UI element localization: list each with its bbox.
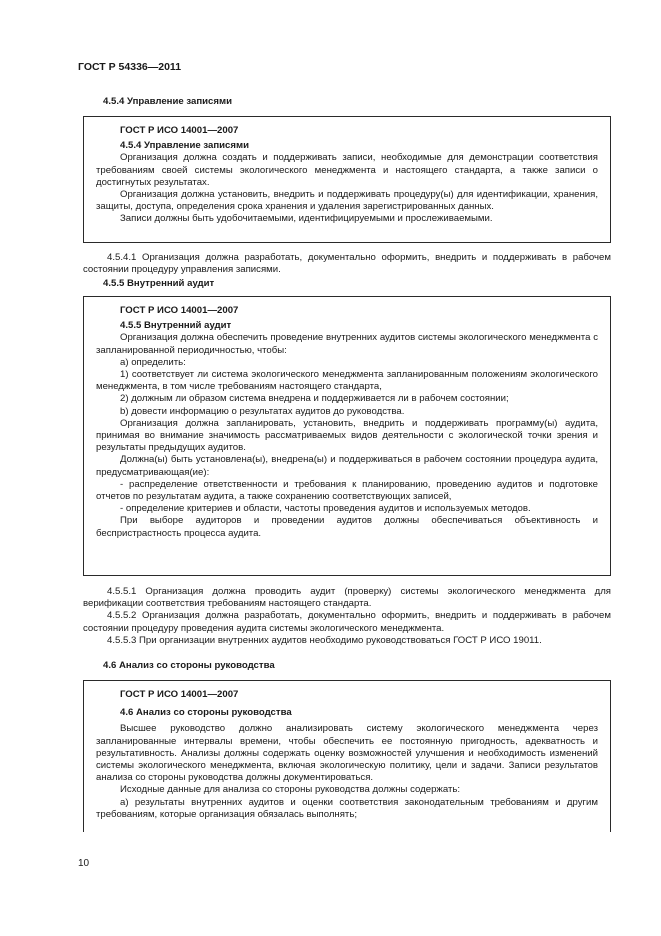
box-title: 4.6 Анализ со стороны руководства xyxy=(120,707,292,719)
box-paragraph: Организация должна установить, внедрить и поддерживать процедуру(ы) для идентификации, хранения, защиты, доступа, определения срока хранения и удаления зарегистрированных данных. xyxy=(96,189,598,213)
box-paragraph: Организация должна обеспечить проведение внутренних аудитов системы экологического менеджмента с запланированной периодичностью, чтобы: xyxy=(96,332,598,356)
box-standard-ref: ГОСТ Р ИСО 14001—2007 xyxy=(120,305,239,316)
section-heading-4-5-5: 4.5.5 Внутренний аудит xyxy=(103,278,215,289)
box-list-item: - определение критериев и области, частоты проведения аудитов и используемых методов. xyxy=(120,503,531,515)
box-title: 4.5.5 Внутренний аудит xyxy=(120,320,232,332)
box-list-item: а) определить: xyxy=(120,356,186,368)
box-paragraph: Организация должна запланировать, установить, внедрить и поддерживать программу(ы) аудита, принимая во внимание значимость рассматриваемых видов деятельности с экологической точки зрения и результаты предыдущих аудитов. xyxy=(96,417,598,454)
clause-paragraph: 4.5.5.1 Организация должна проводить аудит (проверку) системы экологического менеджмента для верификации соответствия требованиям настоящего стандарта. xyxy=(83,586,611,610)
section-heading-4-5-4: 4.5.4 Управление записями xyxy=(103,96,232,107)
clause-4-5-4-1 xyxy=(83,252,611,276)
box-list-item: 2) должным ли образом система внедрена и поддерживается ли в рабочем состоянии; xyxy=(120,393,509,405)
page-header: ГОСТ Р 54336—2011 xyxy=(78,61,182,73)
quote-box-4-5-5 xyxy=(83,296,611,576)
box-paragraph: Записи должны быть удобочитаемыми, идентифицируемыми и прослеживаемыми. xyxy=(120,213,493,225)
box-paragraph: Должна(ы) быть установлена(ы), внедрена(ы) и поддерживаться в рабочем состоянии процедура аудита, предусматривающая(ие): xyxy=(96,454,598,478)
clause-paragraph: 4.5.5.3 При организации внутренних аудитов необходимо руководствоваться ГОСТ Р ИСО 19011. xyxy=(107,634,542,646)
box-list-item: 1) соответствует ли система экологического менеджмента запланированным положениям экологического менеджмента, в том числе требованиям настоящего стандарта, xyxy=(96,369,598,393)
box-list-item: b) довести информацию о результатах аудитов до руководства. xyxy=(120,405,405,417)
box-paragraph: Высшее руководство должно анализировать систему экологического менеджмента через запланированные интервалы времени, чтобы обеспечить ее постоянную пригодность, адекватность и результативность. Анализы должны содержать оценку возможностей улучшения и необходимость изменений системы экологического менеджмента, включая экологическую политику, цели и задачи. Записи результатов анализа со стороны руководства должны документироваться. xyxy=(96,723,598,784)
quote-box-4-6 xyxy=(83,680,611,832)
clause-paragraph: 4.5.4.1 Организация должна разработать, документально оформить, внедрить и поддерживать в рабочем состоянии процедуру управления записями. xyxy=(83,252,611,276)
quote-box-4-5-4 xyxy=(83,116,611,243)
box-standard-ref: ГОСТ Р ИСО 14001—2007 xyxy=(120,125,239,136)
page-number: 10 xyxy=(78,858,90,869)
clauses-4-5-5-x xyxy=(83,586,611,647)
box-paragraph: Исходные данные для анализа со стороны руководства должны содержать: xyxy=(120,784,461,796)
clause-paragraph: 4.5.5.2 Организация должна разработать, документально оформить, внедрить и поддерживать в рабочем состоянии процедуру проведения аудита системы экологического менеджмента. xyxy=(83,610,611,634)
box-list-item: - распределение ответственности и требования к планированию, проведению аудитов и подготовке отчетов по результатам аудита, а также сохранению соответствующих записей, xyxy=(96,478,598,503)
box-list-item: а) результаты внутренних аудитов и оценки соответствия законодательным требованиям и другим требованиям, которые организация обязалась выполнять; xyxy=(96,796,598,820)
box-standard-ref: ГОСТ Р ИСО 14001—2007 xyxy=(120,689,239,700)
box-paragraph: Организация должна создать и поддерживать записи, необходимые для демонстрации соответствия требованиям своей системы экологического менеджмента и настоящего стандарта, а также записи о достигнутых результатах. xyxy=(96,152,598,188)
box-paragraph: При выборе аудиторов и проведении аудитов должны обеспечиваться объективность и беспристрастность процесса аудита. xyxy=(96,515,598,539)
section-heading-4-6: 4.6 Анализ со стороны руководства xyxy=(103,660,275,671)
box-title: 4.5.4 Управление записями xyxy=(120,140,249,152)
